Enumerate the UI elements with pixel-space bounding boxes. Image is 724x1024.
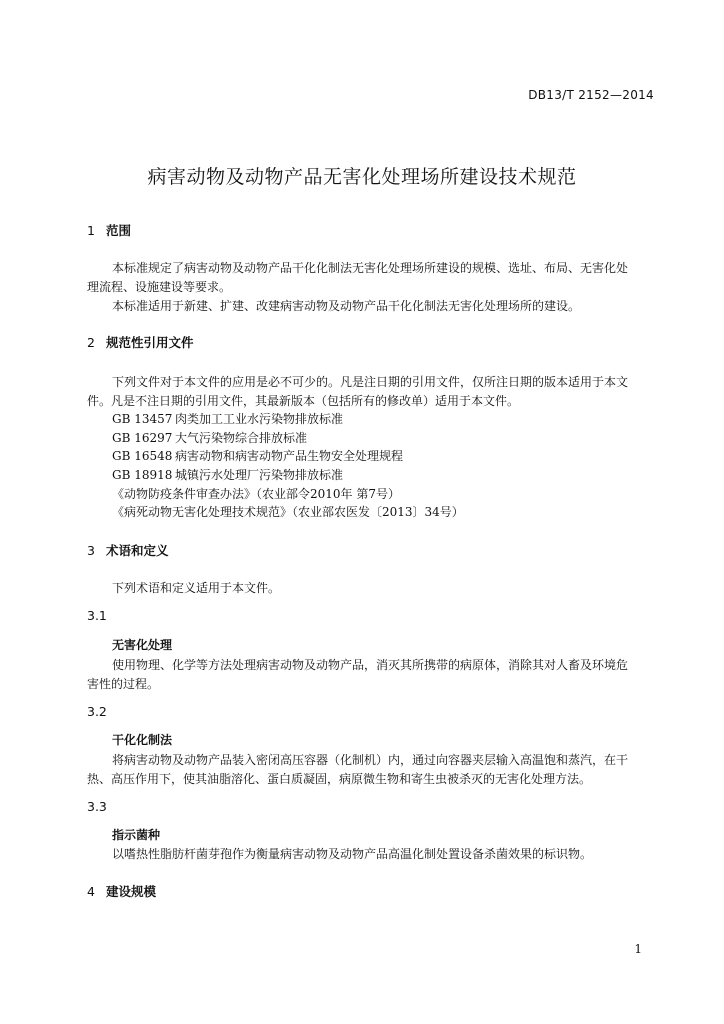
term-definition-line-1: 以嗜热性脂肪杆菌芽孢作为衡量病害动物及动物产品高温化制处置设备杀菌效果的标识物。 xyxy=(112,847,593,861)
term-definition-line-1: 将病害动物及动物产品装入密闭高压容器（化制机）内，通过向容器夹层输入高温饱和蒸汽，在干 xyxy=(112,753,629,767)
section-1-heading xyxy=(87,221,131,239)
section-number: 1 xyxy=(87,223,95,238)
scope-paragraph-1-line-2: 理流程、设施建设等要求。 xyxy=(87,280,232,294)
reference-name: 大气污染物综合排放标准 xyxy=(175,431,308,445)
section-number: 2 xyxy=(87,335,95,350)
term-name: 无害化处理 xyxy=(112,638,173,652)
section-2-heading xyxy=(87,333,194,351)
term-definition-line-2: 热、高压作用下，使其油脂溶化、蛋白质凝固，病原微生物和寄生虫被杀灭的无害化处理方法。 xyxy=(87,772,592,786)
document-title: 病害动物及动物产品无害化处理场所建设技术规范 xyxy=(147,166,577,188)
term-number: 3.2 xyxy=(87,704,107,719)
section-title: 范围 xyxy=(106,223,132,238)
reference-item xyxy=(112,428,307,448)
refs-intro-line-1: 下列文件对于本文件的应用是必不可少的。凡是注日期的引用文件，仅所注日期的版本适用于本文 xyxy=(112,375,629,389)
section-4-heading xyxy=(87,882,156,900)
reference-name: 城镇污水处理厂污染物排放标准 xyxy=(175,468,344,482)
reference-document: 《动物防疫条件审查办法》（农业部令2010年 第7号） xyxy=(112,487,400,501)
term-number: 3.1 xyxy=(87,608,107,623)
refs-intro-line-2: 件。凡是不注日期的引用文件，其最新版本（包括所有的修改单）适用于本文件。 xyxy=(87,394,520,408)
reference-code: GB 13457 xyxy=(112,412,173,426)
scope-paragraph-1-line-1: 本标准规定了病害动物及动物产品干化化制法无害化处理场所建设的规模、选址、布局、无害化处 xyxy=(112,261,629,275)
term-definition-line-1: 使用物理、化学等方法处理病害动物及动物产品，消灭其所携带的病原体，消除其对人畜及环境危 xyxy=(112,658,629,672)
section-title: 建设规模 xyxy=(106,884,157,899)
reference-item xyxy=(112,409,343,429)
term-definition-line-2: 害性的过程。 xyxy=(87,677,160,691)
reference-document: 《病死动物无害化处理技术规范》（农业部农医发〔2013〕34号） xyxy=(112,505,464,519)
terms-intro: 下列术语和定义适用于本文件。 xyxy=(112,581,281,595)
term-number: 3.3 xyxy=(87,799,107,814)
section-title: 规范性引用文件 xyxy=(106,335,194,350)
reference-name: 病害动物和病害动物产品生物安全处理规程 xyxy=(175,449,404,463)
section-3-heading xyxy=(87,541,169,559)
reference-code: GB 16548 xyxy=(112,449,173,463)
page-number: 1 xyxy=(634,942,642,956)
term-name: 干化化制法 xyxy=(112,733,173,747)
reference-name: 肉类加工工业水污染物排放标准 xyxy=(175,412,344,426)
reference-item xyxy=(112,446,403,466)
section-number: 4 xyxy=(87,884,95,899)
section-title: 术语和定义 xyxy=(106,543,169,558)
reference-item xyxy=(112,465,343,485)
document-number: DB13/T 2152—2014 xyxy=(528,88,654,102)
reference-code: GB 16297 xyxy=(112,431,173,445)
reference-code: GB 18918 xyxy=(112,468,173,482)
term-name: 指示菌种 xyxy=(112,828,161,842)
section-number: 3 xyxy=(87,543,95,558)
scope-paragraph-2: 本标准适用于新建、扩建、改建病害动物及动物产品干化化制法无害化处理场所的建设。 xyxy=(112,299,581,313)
